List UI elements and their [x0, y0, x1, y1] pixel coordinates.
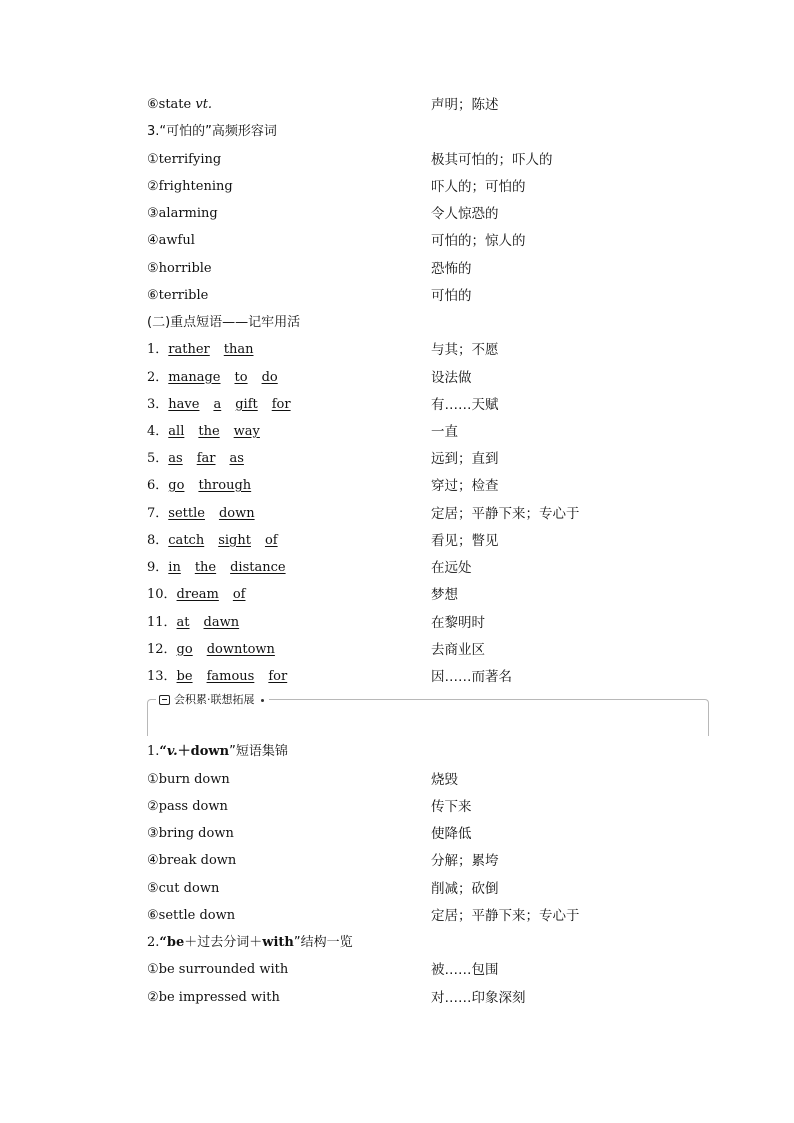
vocab-chinese: 使降低: [431, 826, 472, 842]
phrase-chinese: 与其；不愿: [431, 342, 499, 358]
vocab-chinese: 传下来: [431, 799, 472, 815]
section-heading-phrases: (二)重点短语——记牢用活: [147, 315, 301, 330]
phrase-row: 11．at dawn 在黎明时: [147, 615, 485, 631]
vocab-chinese: 令人惊恐的: [431, 206, 499, 222]
vocab-chinese: 可怕的；惊人的: [431, 233, 526, 249]
phrase-answer: at dawn: [176, 615, 240, 630]
vocab-chinese: 极其可怕的；吓人的: [431, 152, 553, 168]
vocab-english: ⑤horrible: [147, 261, 212, 276]
vocab-english: ①terrifying: [147, 152, 222, 167]
box-label: 会积累·联想拓展: [156, 692, 269, 708]
vocab-chinese: 声明；陈述: [431, 97, 499, 113]
phrase-answer: be famous for: [176, 669, 288, 684]
vocab-english: ④awful: [147, 233, 195, 248]
vocab-row: [147, 906, 707, 926]
book-icon: [159, 695, 170, 705]
phrase-answer: all the way: [168, 424, 260, 439]
vocab-row: [147, 824, 707, 844]
vocab-english: ④break down: [147, 853, 237, 868]
phrase-row: 5．as far as 远到；直到: [147, 451, 499, 467]
vocab-chinese: 被……包围: [431, 962, 499, 978]
phrase-row: 13．be famous for 因……而著名: [147, 669, 512, 685]
phrase-answer: settle down: [168, 506, 255, 521]
phrase-chinese: 在黎明时: [431, 615, 485, 631]
vocab-row: [147, 988, 707, 1008]
phrase-row: 3．have a gift for 有……天赋: [147, 397, 499, 413]
phrase-row: 12．go downtown 去商业区: [147, 642, 485, 658]
vocab-chinese: 烧毁: [431, 772, 458, 788]
vocab-english: ②be impressed with: [147, 990, 280, 1005]
vocab-english: ①be surrounded with: [147, 962, 289, 977]
phrase-chinese: 一直: [431, 424, 458, 440]
phrase-answer: manage to do: [168, 370, 278, 385]
vocab-row: [147, 770, 707, 790]
vocab-chinese: 对……印象深刻: [431, 990, 526, 1006]
phrase-answer: dream of: [176, 587, 246, 602]
vocab-english: ⑥state vt.: [147, 97, 213, 112]
phrase-chinese: 定居；平静下来；专心于: [431, 506, 580, 522]
vocab-row: [147, 231, 707, 251]
dot-icon: [261, 699, 264, 702]
phrase-chinese: 梦想: [431, 587, 458, 603]
vocab-row: [147, 177, 707, 197]
phrase-row: 1．rather than 与其；不愿: [147, 342, 499, 358]
vocab-row: [147, 851, 707, 871]
phrase-chinese: 去商业区: [431, 642, 485, 658]
vocab-english: ③alarming: [147, 206, 218, 221]
phrase-answer: have a gift for: [168, 397, 291, 412]
phrase-chinese: 设法做: [431, 370, 472, 386]
phrase-chinese: 穿过；检查: [431, 478, 499, 494]
vocab-chinese: 吓人的；可怕的: [431, 179, 526, 195]
vocab-row: [147, 150, 707, 170]
phrase-answer: go downtown: [176, 642, 275, 657]
vocab-row: [147, 259, 707, 279]
vocab-row: [147, 286, 707, 306]
phrase-answer: go through: [168, 478, 252, 493]
phrase-chinese: 看见；瞥见: [431, 533, 499, 549]
phrase-row: 4．all the way 一直: [147, 424, 458, 440]
vocab-english: ⑥terrible: [147, 288, 209, 303]
vocab-row: [147, 960, 707, 980]
vocab-row: [147, 95, 707, 115]
vocab-chinese: 定居；平静下来；专心于: [431, 908, 580, 924]
vocab-chinese: 削减；砍倒: [431, 881, 499, 897]
phrase-row: 6．go through 穿过；检查: [147, 478, 499, 494]
vocab-english: ⑤cut down: [147, 881, 220, 896]
phrase-answer: catch sight of: [168, 533, 278, 548]
phrase-chinese: 有……天赋: [431, 397, 499, 413]
phrase-answer: in the distance: [168, 560, 286, 575]
phrase-answer: rather than: [168, 342, 254, 357]
vocab-english: ⑥settle down: [147, 908, 236, 923]
phrase-row: 9．in the distance 在远处: [147, 560, 472, 576]
vocab-chinese: 分解；累垮: [431, 853, 499, 869]
phrase-row: 8．catch sight of 看见；瞥见: [147, 533, 499, 549]
vocab-english: ①burn down: [147, 772, 230, 787]
vocab-row: [147, 879, 707, 899]
section-heading-be-with: 2.“be＋过去分词＋with”结构一览: [147, 935, 353, 950]
phrase-chinese: 远到；直到: [431, 451, 499, 467]
phrase-row: 7．settle down 定居；平静下来；专心于: [147, 506, 580, 522]
accumulate-box: [147, 693, 709, 736]
vocab-english: ②pass down: [147, 799, 228, 814]
vocab-chinese: 恐怖的: [431, 261, 472, 277]
section-heading-down: 1.“v.＋down”短语集锦: [147, 744, 288, 759]
phrase-answer: as far as: [168, 451, 244, 466]
vocab-row: [147, 204, 707, 224]
phrase-chinese: 在远处: [431, 560, 472, 576]
phrase-chinese: 因……而著名: [431, 669, 512, 685]
section-heading-adjectives: 3.“可怕的”高频形容词: [147, 124, 277, 139]
vocab-english: ③bring down: [147, 826, 234, 841]
vocab-chinese: 可怕的: [431, 288, 472, 304]
phrase-row: 2．manage to do 设法做: [147, 370, 472, 386]
phrase-row: 10．dream of 梦想: [147, 587, 458, 603]
vocab-row: [147, 797, 707, 817]
vocab-english: ②frightening: [147, 179, 233, 194]
